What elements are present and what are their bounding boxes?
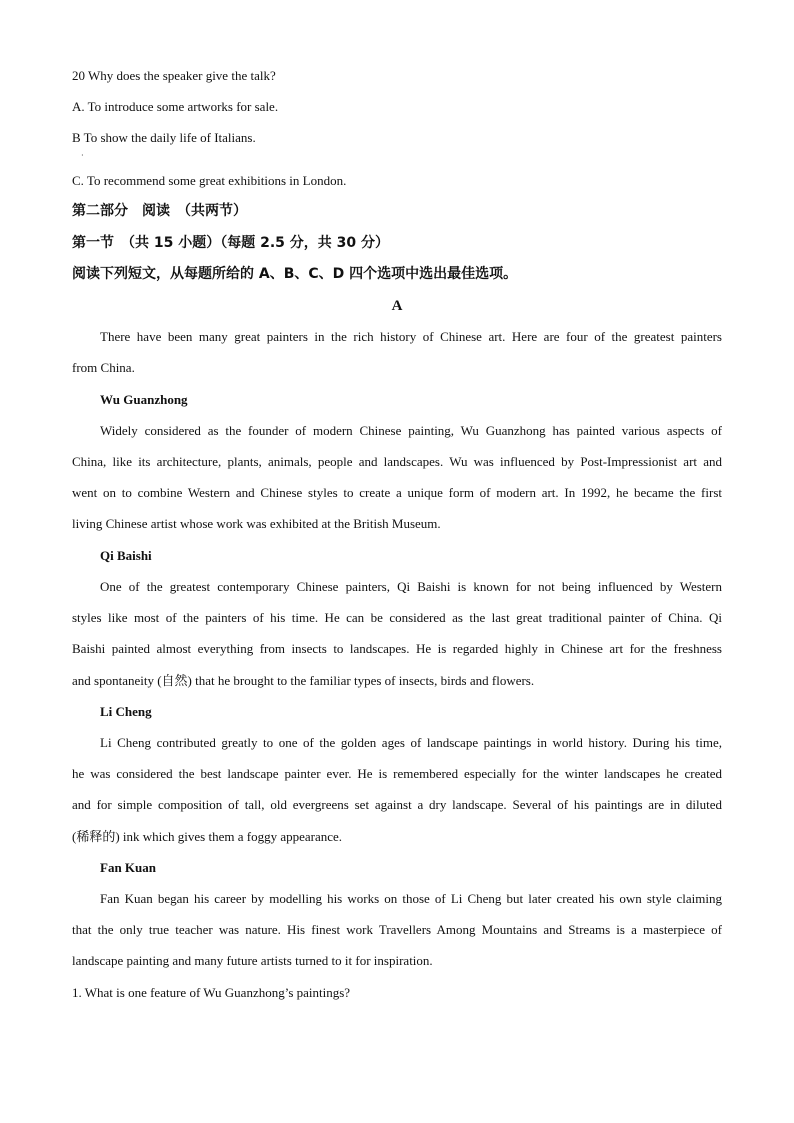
paragraph-line: landscape painting and many future artists turned to it for inspiration. [72, 953, 433, 968]
paragraph-line: living Chinese artist whose work was exhibited at the British Museum. [72, 516, 441, 531]
paragraph-line: and for simple composition of tall, old evergreens set against a dry landscape. Several of his paintings are in diluted [72, 797, 722, 812]
option-b: B To show the daily life of Italians. [72, 130, 256, 145]
paragraph-line: One of the greatest contemporary Chinese painters, Qi Baishi is known for not being influenced by Western [100, 579, 722, 594]
question-20: 20 Why does the speaker give the talk? [72, 68, 276, 83]
painter-name-wu-guanzhong: Wu Guanzhong [100, 392, 188, 407]
option-a: A. To introduce some artworks for sale. [72, 99, 279, 114]
paragraph-line: China, like its architecture, plants, animals, people and landscapes. Wu was influenced by Post-Impressionist art and [72, 454, 722, 469]
painter-name-li-cheng: Li Cheng [100, 704, 152, 719]
paragraph-line: Widely considered as the founder of modern Chinese painting, Wu Guanzhong has painted various aspects of [100, 423, 722, 438]
intro-line: from China. [72, 360, 135, 375]
instruction: 阅读下列短文，从每题所给的 A、B、C、D 四个选项中选出最佳选项。 [72, 266, 518, 282]
section-title: 第一节 （共 15 小题）（每题 2.5 分，共 30 分） [72, 235, 390, 251]
paragraph-line: that the only true teacher was nature. His finest work Travellers Among Mountains and Streams is a masterpiece of [72, 922, 722, 937]
paragraph-line: styles like most of the painters of his time. He can be considered as the last great traditional painter of China. Qi [72, 610, 722, 625]
painter-name-fan-kuan: Fan Kuan [100, 860, 156, 875]
paragraph-line: Baishi painted almost everything from insects to landscapes. He is regarded highly in Chinese art for the freshness [72, 641, 722, 656]
question-1: 1. What is one feature of Wu Guanzhong’s paintings? [72, 985, 351, 1000]
paragraph-line: and spontaneity (自然) that he brought to the familiar types of insects, birds and flowers. [72, 673, 535, 688]
passage-label: A [391, 298, 403, 314]
paragraph-line: Li Cheng contributed greatly to one of the golden ages of landscape paintings in world history. During his time, [100, 735, 722, 750]
option-c: C. To recommend some great exhibitions in London. [72, 173, 347, 188]
paragraph-line: (稀释的) ink which gives them a foggy appearance. [72, 829, 343, 844]
paragraph-line: he was considered the best landscape painter ever. He is remembered especially for the winter landscapes he created [72, 766, 722, 781]
paragraph-line: went on to combine Western and Chinese styles to create a unique form of modern art. In 1992, he became the first [72, 485, 722, 500]
paragraph-line: Fan Kuan began his career by modelling his works on those of Li Cheng but later created his own style claiming [100, 891, 722, 906]
intro-line: There have been many great painters in the rich history of Chinese art. Here are four of the greatest painters [100, 329, 722, 344]
part-title: 第二部分 阅读 （共两节） [72, 203, 247, 219]
painter-name-qi-baishi: Qi Baishi [100, 548, 152, 563]
stray-dot: · [81, 151, 84, 160]
